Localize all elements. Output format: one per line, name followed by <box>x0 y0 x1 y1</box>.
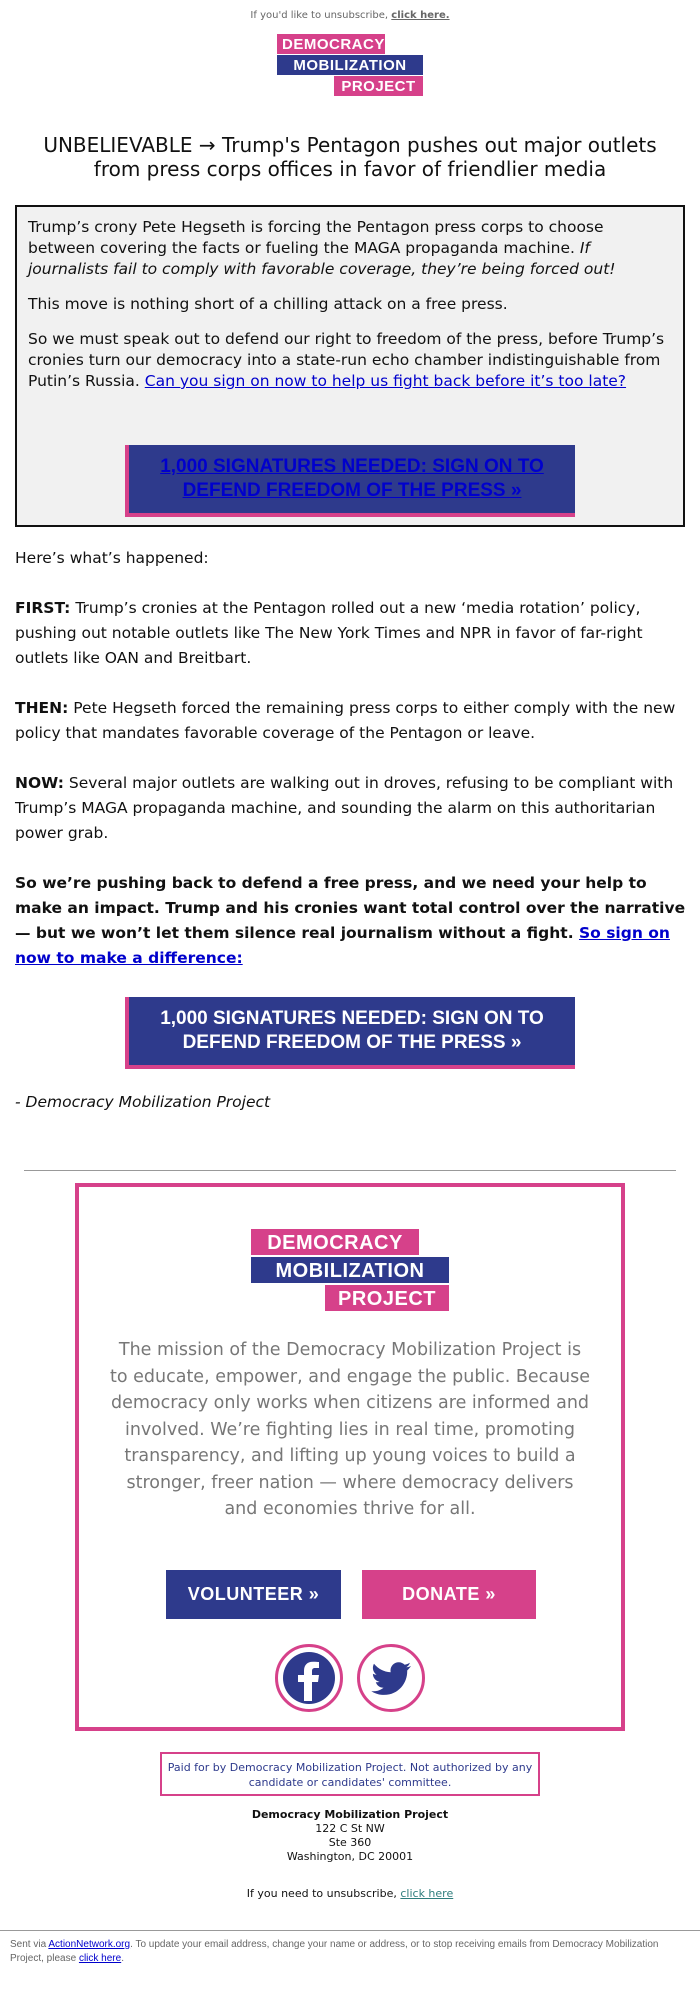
address-street: 122 C St NW <box>315 1822 385 1835</box>
footer-card <box>75 1183 625 1731</box>
signoff: - Democracy Mobilization Project <box>15 1093 271 1111</box>
bottom-unsubscribe-line <box>0 1887 700 1900</box>
body-closing <box>15 871 687 971</box>
sent-via-notice: Sent via ActionNetwork.org. To update your email address, change your name or address, or to stop receiving emails from Democracy Mobilization Project, please click here. <box>10 1939 659 1964</box>
sent-via-divider <box>0 1930 700 1931</box>
sign-petition-button-top[interactable]: 1,000 SIGNATURES NEEDED: SIGN ON TO DEFEND FREEDOM OF THE PRESS » <box>125 445 575 517</box>
bottom-unsubscribe-text: If you need to unsubscribe, <box>246 1887 397 1900</box>
then-label: THEN: <box>15 699 69 717</box>
twitter-icon[interactable] <box>357 1644 425 1712</box>
callout-paragraph-2: This move is nothing short of a chilling attack on a free press. <box>28 295 508 313</box>
volunteer-button[interactable]: VOLUNTEER » <box>166 1570 341 1619</box>
address-org: Democracy Mobilization Project <box>251 1808 449 1821</box>
donate-button[interactable]: DONATE » <box>362 1570 536 1619</box>
email-body <box>15 546 687 996</box>
closing-sign-link[interactable]: So sign on now to make a difference: <box>15 924 670 967</box>
mailing-address <box>0 1808 700 1864</box>
footer-logo <box>251 1229 449 1311</box>
mission-statement: The mission of the Democracy Mobilization Project is to educate, empower, and engage the public. Because democracy only works when citizens are informed and involved. We’re fighting lies in real time, promoting transparency, and lifting up young voices to build a stronger, freer nation — where democracy delivers and economies thrive for all. <box>110 1340 590 1519</box>
address-suite: Ste 360 <box>328 1836 372 1849</box>
sign-petition-button-bottom[interactable]: 1,000 SIGNATURES NEEDED: SIGN ON TO DEFEND FREEDOM OF THE PRESS » <box>125 997 575 1069</box>
callout-p1-italic: If journalists fail to comply with favorable coverage, they’re being forced out! <box>28 239 616 278</box>
top-unsubscribe-line <box>0 10 700 21</box>
sent-via-text: . To update your email address, change your name or address, or to stop receiving emails from Democracy Mobilization Project, please <box>10 1939 659 1964</box>
callout-p1-text: Trump’s crony Pete Hegseth is forcing the Pentagon press corps to choose between covering the facts or fueling the MAGA propaganda machine. <box>28 218 604 257</box>
top-unsubscribe-text: If you'd like to unsubscribe, <box>250 10 389 21</box>
sent-via-label: Sent via <box>10 1939 47 1950</box>
actionnetwork-link[interactable]: ActionNetwork.org <box>48 1939 131 1950</box>
footer-logo-line-democracy: DEMOCRACY <box>251 1229 419 1255</box>
callout-box <box>15 205 685 527</box>
body-now <box>15 771 687 846</box>
first-text: Trump’s cronies at the Pentagon rolled out a new ‘media rotation’ policy, pushing out notable outlets like The New York Times and NPR in favor of far-right outlets like OAN and Breitbart. <box>15 599 643 667</box>
email-headline: UNBELIEVABLE → Trump's Pentagon pushes out major outlets from press corps offices in favor of friendlier media <box>43 133 657 181</box>
body-then <box>15 696 687 746</box>
footer-divider <box>24 1170 676 1171</box>
callout-paragraph-3 <box>28 329 669 392</box>
then-text: Pete Hegseth forced the remaining press corps to either comply with the new policy that mandates favorable coverage of the Pentagon or leave. <box>15 699 676 742</box>
logo-line-project: PROJECT <box>334 76 423 96</box>
facebook-icon[interactable] <box>275 1644 343 1712</box>
callout-paragraph-1 <box>28 217 669 280</box>
now-text: Several major outlets are walking out in droves, refusing to be compliant with Trump’s MAGA propaganda machine, and sounding the alarm on this authoritarian power grab. <box>15 774 674 842</box>
closing-text: So we’re pushing back to defend a free press, and we need your help to make an impact. Trump and his cronies want total control over the narrative — but we won’t let them silence real journalism without a fight. <box>15 874 686 942</box>
logo-line-democracy: DEMOCRACY <box>277 34 385 54</box>
manage-subscription-link[interactable]: click here <box>78 1953 122 1964</box>
footer-logo-line-project: PROJECT <box>325 1285 449 1311</box>
footer-logo-line-mobilization: MOBILIZATION <box>251 1257 449 1283</box>
now-label: NOW: <box>15 774 64 792</box>
bottom-unsubscribe-link[interactable]: click here <box>400 1887 454 1900</box>
header-logo <box>277 34 423 96</box>
top-unsubscribe-link[interactable]: click here. <box>391 10 450 21</box>
address-city: Washington, DC 20001 <box>286 1850 414 1863</box>
first-label: FIRST: <box>15 599 71 617</box>
callout-p3-text: So we must speak out to defend our right to freedom of the press, before Trump’s cronies turn our democracy into a state-run echo chamber indistinguishable from Putin’s Russia. <box>28 330 665 390</box>
logo-line-mobilization: MOBILIZATION <box>277 55 423 75</box>
body-intro: Here’s what’s happened: <box>15 549 209 567</box>
callout-sign-link[interactable]: Can you sign on now to help us fight back before it’s too late? <box>144 372 627 390</box>
paid-for-disclaimer: Paid for by Democracy Mobilization Project. Not authorized by any candidate or candidates' committee. <box>160 1752 540 1796</box>
body-first <box>15 596 687 671</box>
